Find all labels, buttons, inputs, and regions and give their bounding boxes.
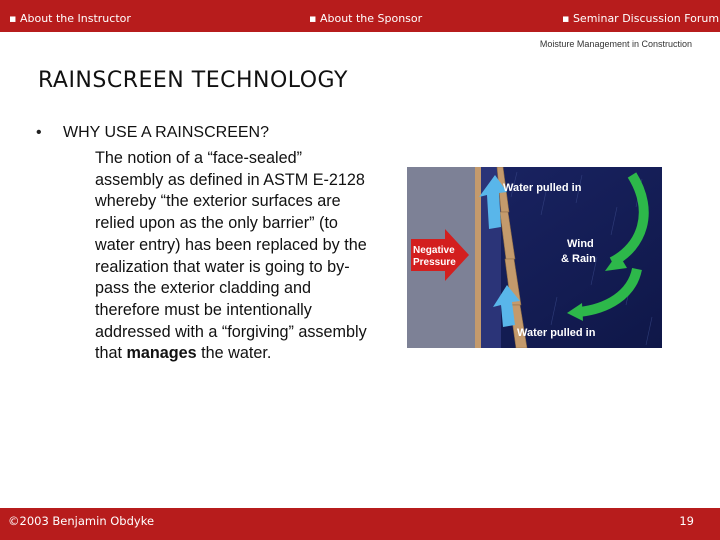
label-rain: & Rain <box>561 253 596 265</box>
nav-about-sponsor[interactable]: ▪ About the Sponsor <box>309 12 423 25</box>
bullet-symbol: • <box>36 124 42 141</box>
body-paragraph <box>95 148 373 365</box>
bullet-heading: WHY USE A RAINSCREEN? <box>63 124 269 141</box>
negative-label-2: Pressure <box>413 257 456 268</box>
nav-about-instructor[interactable]: ▪ About the Instructor <box>9 12 131 25</box>
nav-seminar-forum[interactable]: ▪ Seminar Discussion Forum <box>562 12 720 25</box>
body-tail: the water. <box>196 344 272 363</box>
slide-title: RAINSCREEN TECHNOLOGY <box>38 68 348 93</box>
body-emphasis: manages <box>126 344 197 363</box>
label-wind: Wind <box>567 238 594 250</box>
rainscreen-diagram <box>407 167 662 348</box>
body-text: The notion of a “face-sealed” assembly as defined in ASTM E-2128 whereby “the exterior surfaces are relied upon as the only barrier” (to water entry) has been replaced by the realization that water is going to by-pass the exterior cladding and therefore must be intentionally addressed with a “forgiving” assembly that <box>95 149 367 363</box>
label-water-bottom: Water pulled in <box>517 327 596 339</box>
negative-label-1: Negative <box>413 245 455 256</box>
label-water-top: Water pulled in <box>503 182 582 194</box>
slide-subtitle: Moisture Management in Construction <box>539 39 692 49</box>
page-number: 19 <box>679 514 694 528</box>
footer-copyright: ©2003 Benjamin Obdyke <box>8 514 155 528</box>
sheathing <box>475 167 481 348</box>
